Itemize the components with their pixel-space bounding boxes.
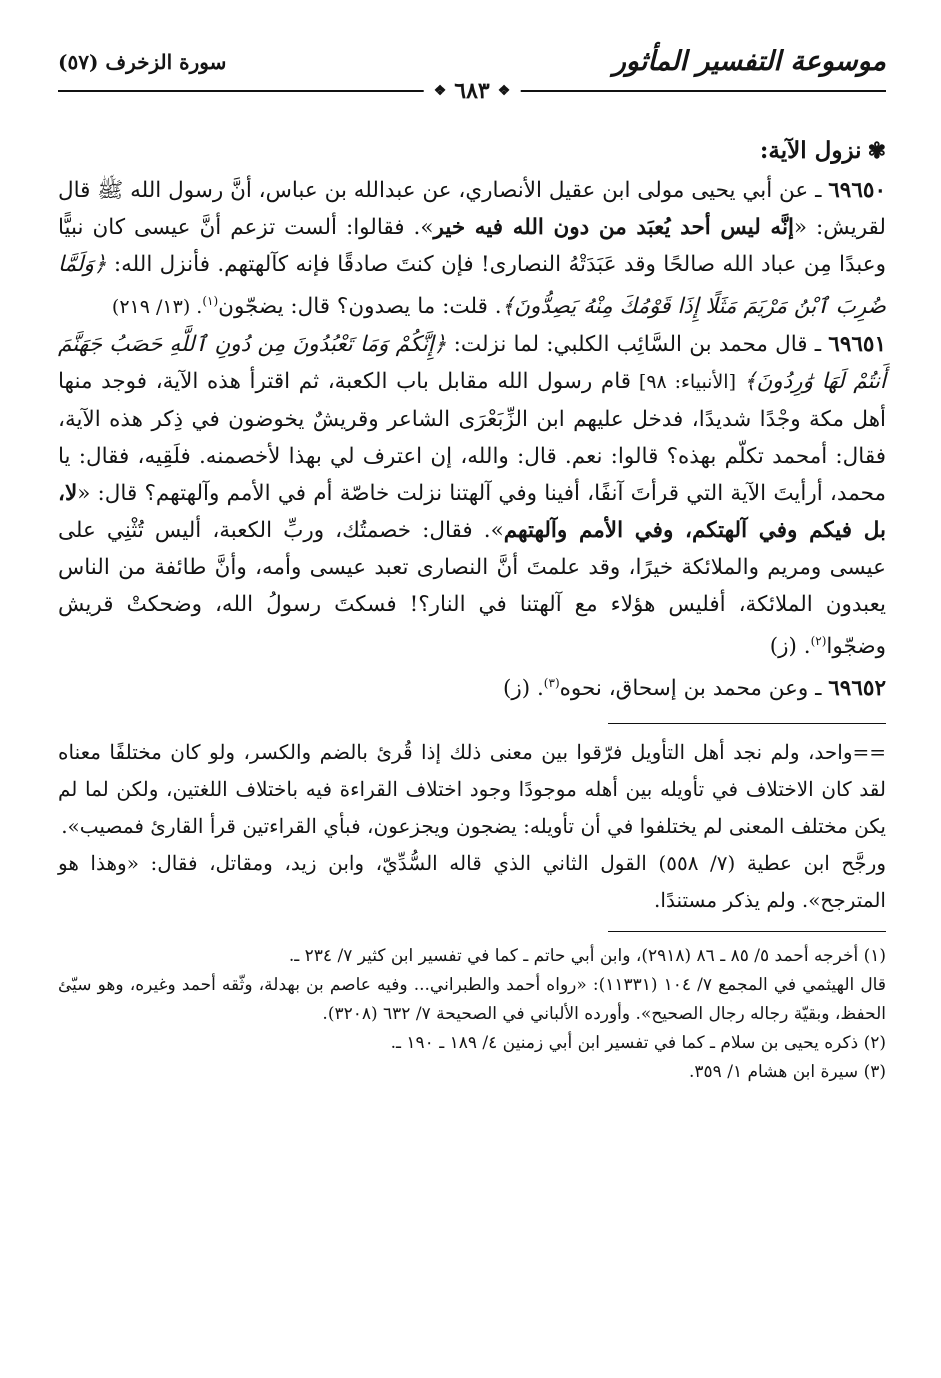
book-title: موسوعة التفسير المأثور [612,46,886,77]
note-paragraph: ==واحد، ولم نجد أهل التأويل فرّقوا بين معنى ذلك إذا قُرئ بالضم والكسر، ولو كان مختلفًا معناه لقد كان الاختلاف في تأويله بين أهله موجودًا وجود اختلاف القراءة فيه باختلاف اللغتين، ولكن لما لم يكن مختلف المعنى لم يختلفوا في أن تأويله: يضجون ويجزعون، فبأي القراءتين قرأ القارئ فمصيب». [58,740,886,839]
footnote: قال الهيثمي في المجمع ٧/ ١٠٤ (١١٣٣١): «رواه أحمد والطبراني... وفيه عاصم بن بهدلة، وثّقه أحمد وغيره، وهو سيّئ الحفظ، وبقيّة رجاله رجال الصحيح». وأورده الألباني في الصحيحة ٧/ ٦٣٢ (٣٢٠٨). [58,975,886,1025]
entry-text: . قلت: ما يصدون؟ قال: يضجّون [218,294,502,320]
entry-text: ـ وعن محمد بن إسحاق، نحوه [559,676,822,702]
page-number-box [424,78,521,104]
ornament-icon: ❖ [497,83,511,99]
ornament-icon: ❖ [433,83,447,99]
entry-tail: . (ز) [769,634,811,660]
quran-verse: ﴿إِنَّكُمْ وَمَا تَعْبُدُونَ مِن دُونِ ٱللَّهِ حَصَبُ جَهَنَّمَ أَنتُمْ لَهَا وَٰرِدُونَ﴾ [58,332,886,395]
hadith-text: إنَّه ليس أحد يُعبَد من دون الله فيه خير [433,215,794,240]
footnote: (١) أخرجه أحمد ٥/ ٨٥ ـ ٨٦ (٢٩١٨)، وابن أبي حاتم ـ كما في تفسير ابن كثير ٧/ ٢٣٤ ـ. [288,946,886,967]
divider [608,723,886,724]
entry-tail: . (ز) [502,676,544,702]
entry-text: ـ عن أبي يحيى مولى ابن عقيل الأنصاري، عن عبدالله بن عباس، أنَّ رسول الله ﷺ قال لقريش: « [58,178,886,240]
footnotes [58,942,886,1087]
section-heading [58,136,886,166]
entry-number: ٦٩٦٥٠ [828,178,886,203]
continued-note [58,734,886,919]
volume-reference: . (١٣/ ٢١٩) [111,296,203,319]
entry-text: ». فقالوا: ألست تزعم أنَّ عيسى كان نبيًّا وعبدًا مِن عباد الله صالحًا وقد عَبَدَتْهُ النصارى! فإن كنتَ صادقًا فإنه كآلهتهم. فأنزل الله: [58,215,886,277]
entry-text: ». فقال: خصمتُك، وربِّ الكعبة، أليس تُثْنِي على عيسى ومريم والملائكة خيرًا، وقد علمتَ أنَّ النصارى تعبد عيسى وأمه، وأنَّ طائفة من الناس يعبدون الملائكة، أفليس هؤلاء مع آلهتنا في النار؟! فسكتَ رسولُ الله، وضحكتْ قريش وضجّوا [58,518,886,660]
entry [58,172,886,326]
entry [58,326,886,665]
section-title: نزول الآية: [759,137,862,164]
page-header [58,40,886,104]
page-number: ٦٨٣ [454,78,490,104]
entry-number: ٦٩٦٥١ [828,332,887,358]
footnote-marker: (١) [202,294,219,308]
note-paragraph: ورجَّح ابن عطية (٧/ ٥٥٨) القول الثاني الذي قاله السُّدِّيّ، وابن زيد، ومقاتل، فقال: «وهذا هو المترجح». ولم يذكر مستندًا. [58,851,886,913]
main-text [58,172,886,707]
entry-text: ـ قال محمد بن السَّائِب الكلبي: لما نزلت: [446,332,822,358]
page [58,40,886,1360]
footnote-marker: (٢) [810,634,827,649]
entry-text: قام رسول الله مقابل باب الكعبة، ثم اقترأ هذه الآية، فوجد منها أهل مكة وجْدًا شديدًا، فدخل عليهم ابن الزِّبَعْرَى الشاعر وقريشٌ يخوضون في ذِكر هذه الآية، فقال: أمحمد تكلّم بهذه؟ قالوا: نعم. قال: والله، إن اعترف لي بهذا لأخصمنه. فلَقِيه، فقال: يا محمد، أرأيتَ الآية التي قرأتَ آنفًا، أفينا وفي آلهتنا نزلت خاصّة أم في الأمم وآلهتهم؟ قال: « [58,369,886,507]
footnote-marker: (٣) [543,676,560,691]
footnote-divider [608,931,886,932]
flower-icon: ✾ [867,138,886,164]
entry-number: ٦٩٦٥٢ [828,676,886,702]
footnote: (٣) سيرة ابن هشام ١/ ٣٥٩. [688,1062,886,1083]
quran-verse: ﴿وَلَمَّا ضُرِبَ ٱبْنُ مَرْيَمَ مَثَلًا إِذَا قَوْمُكَ مِنْهُ يَصِدُّونَ﴾ [58,252,886,320]
entry [58,665,886,707]
hadith-text: لا، بل فيكم وفي آلهتكم، وفي الأمم وآلهتهم [58,481,886,544]
surah-label: سورة الزخرف (٥٧) [58,50,227,74]
footnote: (٢) ذكره يحيى بن سلام ـ كما في تفسير ابن أبي زمنين ٤/ ١٨٩ ـ ١٩٠ ـ. [390,1033,886,1054]
surah-reference: [الأنبياء: ٩٨] [631,371,744,394]
